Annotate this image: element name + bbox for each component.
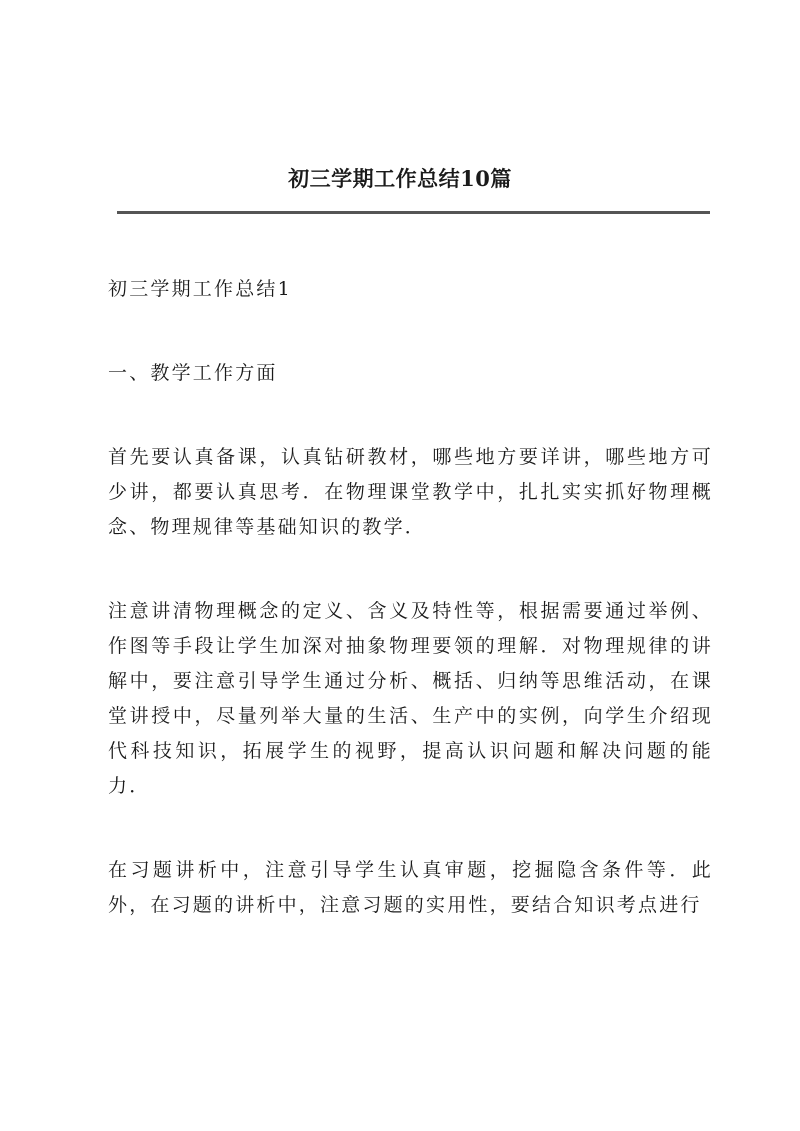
- title-divider: [117, 211, 710, 214]
- document-body: [108, 272, 713, 972]
- document-title: 初三学期工作总结10篇: [288, 166, 512, 191]
- body-paragraph: 注意讲清物理概念的定义、含义及特性等，根据需要通过举例、作图等手段让学生加深对抽象物理要领的理解．对物理规律的讲解中，要注意引导学生通过分析、概括、归纳等思维活动，在课堂讲授中，尽量列举大量的生活、生产中的实例，向学生介绍现代科技知识，拓展学生的视野，提高认识问题和解决问题的能力．: [108, 600, 713, 797]
- body-paragraph: 首先要认真备课，认真钻研教材，哪些地方要详讲，哪些地方可少讲，都要认真思考．在物理课堂教学中，扎扎实实抓好物理概念、物理规律等基础知识的教学．: [108, 446, 713, 538]
- section-subtitle: 初三学期工作总结1: [108, 278, 292, 300]
- body-paragraph: 在习题讲析中，注意引导学生认真审题，挖掘隐含条件等．此外，在习题的讲析中，注意习题的实用性，要结合知识考点进行: [108, 859, 713, 916]
- section-heading: 一、教学工作方面: [108, 362, 278, 384]
